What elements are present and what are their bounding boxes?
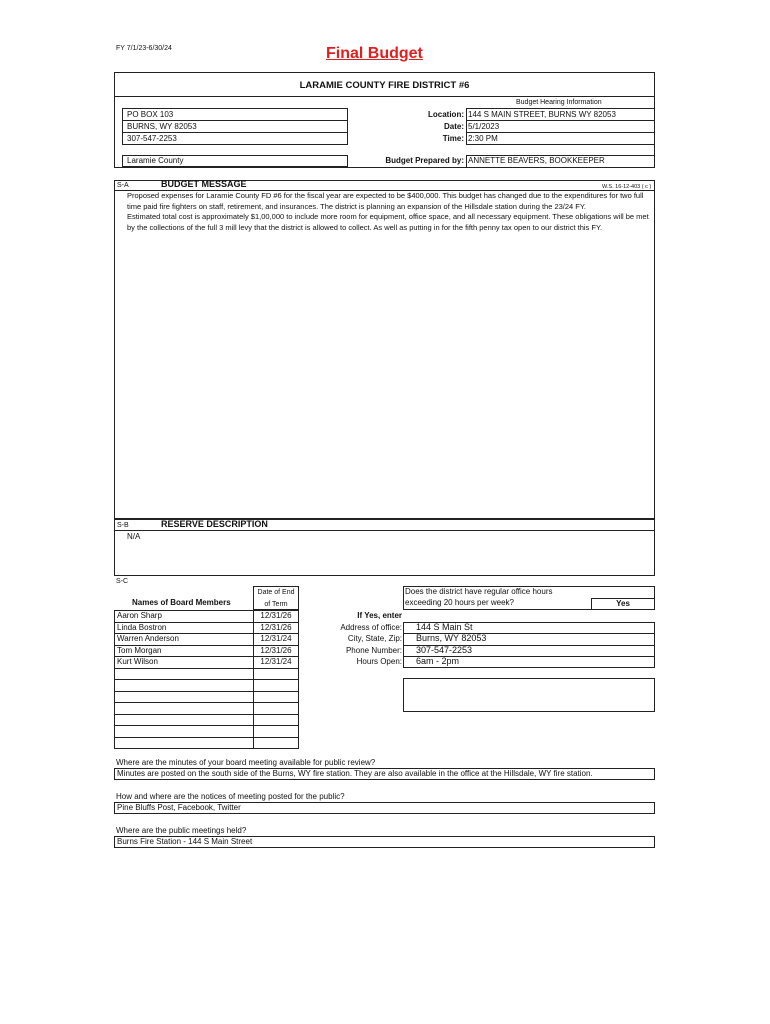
hearing-info-label: Budget Hearing Information — [516, 99, 602, 106]
names-header: Names of Board Members — [132, 598, 231, 607]
date-header-1: Date of End — [257, 589, 295, 596]
office-question-line2: exceeding 20 hours per week? — [405, 598, 514, 607]
date-label: Date: — [443, 122, 464, 131]
board-member-name: Linda Bostron — [117, 622, 167, 632]
address-line-1: PO BOX 103 — [127, 110, 174, 119]
board-member-term: 12/31/24 — [260, 657, 292, 666]
question-1: Where are the minutes of your board meeting available for public review? — [116, 758, 376, 767]
address-line-2: BURNS, WY 82053 — [127, 122, 197, 131]
answer-3: Burns Fire Station - 144 S Main Street — [117, 837, 253, 846]
prepared-by-value: ANNETTE BEAVERS, BOOKKEEPER — [468, 156, 605, 165]
board-member-name: Warren Anderson — [117, 634, 179, 643]
location-label: Location: — [428, 110, 464, 119]
board-member-term: 12/31/26 — [260, 622, 292, 632]
board-member-name-cell — [114, 737, 254, 750]
date-value: 5/1/2023 — [468, 122, 500, 131]
office-address-value: 144 S Main St — [416, 622, 473, 632]
district-name: LARAMIE COUNTY FIRE DISTRICT #6 — [299, 80, 470, 91]
answer-2: Pine Bluffs Post, Facebook, Twitter — [117, 803, 241, 812]
board-member-term: 12/31/26 — [260, 645, 292, 655]
office-notes-box — [403, 678, 655, 712]
reserve-text: N/A — [127, 532, 141, 541]
office-city-label: City, State, Zip: — [347, 634, 402, 643]
prepared-by-label: Budget Prepared by: — [385, 156, 464, 165]
answer-1: Minutes are posted on the south side of the Burns, WY fire station. They are also available in the office at the Hillsdale, WY fire station. — [117, 769, 593, 778]
board-member-name: Kurt Wilson — [117, 657, 158, 666]
board-member-term: 12/31/26 — [260, 611, 292, 620]
office-city-value: Burns, WY 82053 — [416, 633, 487, 643]
budget-message-title: BUDGET MESSAGE — [161, 179, 247, 189]
office-hours-label: Hours Open: — [356, 657, 402, 666]
time-value: 2:30 PM — [468, 134, 498, 143]
question-2: How and where are the notices of meeting posted for the public? — [116, 792, 345, 801]
question-3: Where are the public meetings held? — [116, 826, 247, 835]
board-member-name: Aaron Sharp — [117, 611, 162, 620]
statute-ref: W.S. 16-12-403 ( c ) — [602, 184, 652, 190]
office-answer-value: Yes — [616, 599, 630, 608]
office-hours-value: 6am - 2pm — [416, 656, 460, 666]
time-label: Time: — [442, 134, 464, 143]
office-phone-label: Phone Number: — [345, 646, 402, 655]
date-header-2: of Term — [264, 601, 288, 608]
section-sb: S-B — [117, 522, 129, 529]
office-address-label: Address of office: — [340, 623, 402, 632]
fiscal-year: FY 7/1/23-6/30/24 — [116, 45, 172, 52]
board-member-term-cell — [253, 737, 299, 750]
location-value: 144 S MAIN STREET, BURNS WY 82053 — [468, 110, 616, 119]
budget-message-text: Proposed expenses for Laramie County FD #6 for the fiscal year are expected to be $400,000. This budget has changed due to the expenditures for two full time paid fire fighters on staff, retirement, and insurances. The district is planning an expansion of the Hillsdale station during the 23/24 FY. Estimated total cost is approximately $1,00,000 to include more room for equipment, office space, and all necessary equipment. These obligations will be met by the collections of the full 3 mill levy that the district is allowed to collect. As well as putting in for the fifth penny tax open to our district this FY. — [127, 191, 649, 232]
office-question-line1: Does the district have regular office hours — [405, 587, 553, 596]
final-budget-title: Final Budget — [326, 45, 423, 62]
county-name: Laramie County — [127, 156, 184, 165]
address-line-3: 307-547-2253 — [127, 134, 177, 143]
section-sa: S-A — [117, 182, 129, 189]
if-yes-label: If Yes, enter — [357, 611, 402, 620]
office-phone-value: 307-547-2253 — [416, 645, 473, 655]
board-member-term: 12/31/24 — [260, 634, 292, 643]
board-member-name: Tom Morgan — [117, 645, 162, 655]
section-sc: S-C — [116, 578, 129, 585]
reserve-title: RESERVE DESCRIPTION — [161, 519, 268, 529]
